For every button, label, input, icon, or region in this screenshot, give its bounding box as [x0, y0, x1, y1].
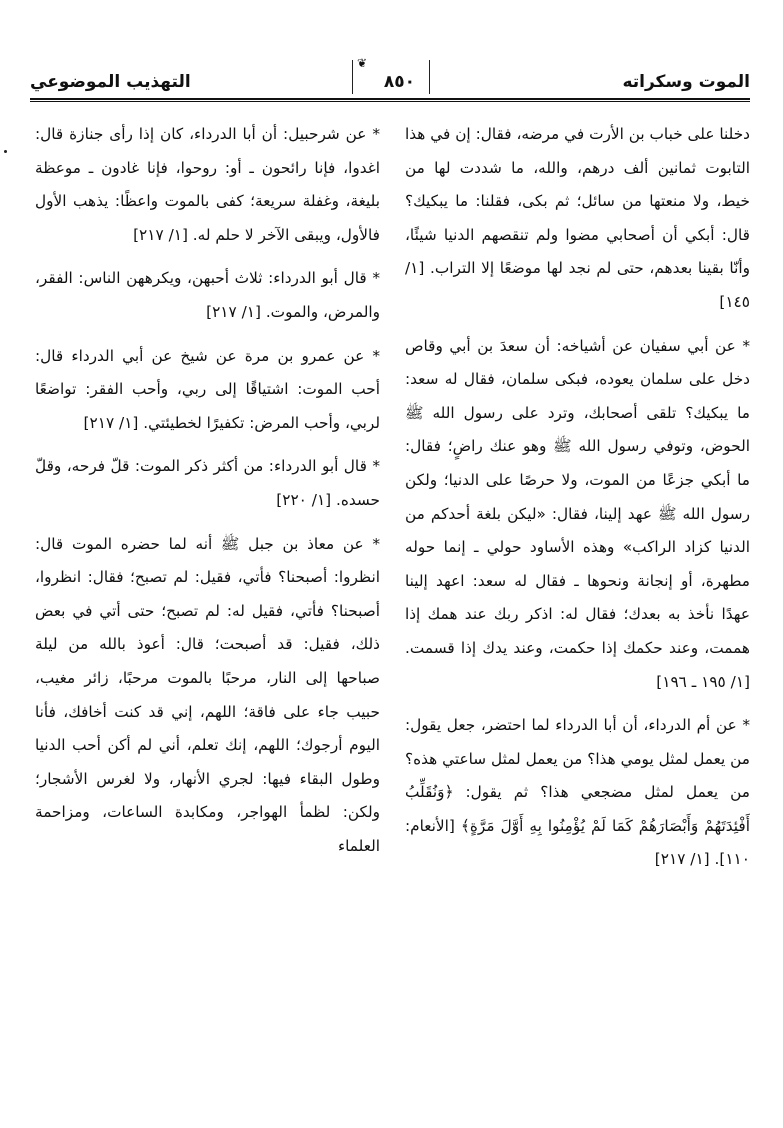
header-rule [30, 98, 750, 100]
ornament-icon: ❦ [357, 56, 368, 70]
paragraph: دخلنا على خباب بن الأرت في مرضه، فقال: إن في هذا التابوت ثمانين ألف درهم، والله، ما شددت لها من خيط، ولا منعتها من سائل؛ ثم بكى، فقلنا: ما يبكيك؟ قال: أبكي أن أصحابي مضوا ولم تنقصهم الدنيا شيئًا، وأنّا بقينا بعدهم، حتى لم نجد لها موضعًا إلا التراب. [١/ ١٤٥] [405, 125, 750, 311]
paragraph: * قال أبو الدرداء: من أكثر ذكر الموت: قلّ فرحه، وقلّ حسده. [١/ ٢٢٠] [35, 457, 380, 509]
paragraph: * عن معاذ بن جبل ﷺ أنه لما حضره الموت قال: انظروا: أصبحنا؟ فأتي، فقيل: لم تصبح؛ فقال: انظروا، أصبحنا؟ فأتي، فقيل له: لم تصبح؛ حتى أتي في بعض ذلك، فقيل: قد أصبحت؛ قال: أعوذ بالله من ليلة صباحها إلى النار، مرحبًا بالموت مرحبًا، زائر مغيب، حبيب جاء على فاقة؛ اللهم، إني قد كنت أخافك، فأنا اليوم أرجوك؛ اللهم، إنك تعلم، أني لم أكن أحب الدنيا وطول البقاء فيها: لجري الأنهار، ولا لغرس الأشجار؛ ولكن: لظمأ الهواجر، ومكابدة الساعات، ومزاحمة العلماء [35, 534, 380, 855]
paragraph: * قال أبو الدرداء: ثلاث أحبهن، ويكرههن الناس: الفقر، والمرض، والموت. [١/ ٢١٧] [35, 269, 380, 321]
margin-mark [4, 150, 7, 153]
right-column [405, 118, 750, 887]
paragraph: * عن عمرو بن مرة عن شيخ عن أبي الدرداء قال: أحب الموت: اشتياقًا إلى ربي، وأحب الفقر: تواضعًا لربي، وأحب المرض: تكفيرًا لخطيئتي. [١/ ٢١٧] [35, 346, 380, 432]
page-number-box [352, 56, 430, 94]
header-rule-thin [30, 101, 750, 102]
page-header [30, 58, 750, 98]
book-title: التهذيب الموضوعي [30, 72, 191, 92]
left-column [35, 118, 380, 873]
paragraph: * عن شرحبيل: أن أبا الدرداء، كان إذا رأى جنازة قال: اغدوا، فإنا رائحون ـ أو: روحوا، فإنا غادون ـ موعظة بليغة، وغفلة سريعة؛ كفى بالموت واعظًا: يذهب الأول فالأول، ويبقى الآخر لا حلم له. [١/ ٢١٧] [35, 125, 380, 244]
paragraph: * عن أبي سفيان عن أشياخه: أن سعدَ بن أبي وقاص دخل على سلمان يعوده، فبكى سلمان، فقال له سعد: ما يبكيك؟ تلقى أصحابك، وترد على رسول الله ﷺ الحوض، وتوفي رسول الله ﷺ وهو عنك راضٍ؛ فقال: ما أبكي جزعًا من الموت، ولا حرصًا على الدنيا؛ ولكن رسول الله ﷺ عهد إلينا، فقال: «ليكن بلغة أحدكم من الدنيا كزاد الراكب» وهذه الأساود حولي ـ إنما حوله مطهرة، أو إنجانة ونحوها ـ فقال له سعد: اعهد إلينا عهدًا نأخذ به بعدك؛ فقال له: اذكر ربك عند همك إذا هممت، وعند حكمك إذا حكمت، وعند يدك إذا قسمت. [١/ ١٩٥ ـ ١٩٦] [405, 336, 750, 691]
paragraph: * عن أم الدرداء، أن أبا الدرداء لما احتضر، جعل يقول: من يعمل لمثل يومي هذا؟ من يعمل لمثل ساعتي هذه؟ من يعمل لمثل مضجعي هذا؟ ثم يقول: ﴿وَنُقَلِّبُ أَفْئِدَتَهُمْ وَأَبْصَارَهُمْ كَمَا لَمْ يُؤْمِنُوا بِهِ أَوَّلَ مَرَّةٍ﴾ [الأنعام: ١١٠]. [١/ ٢١٧] [405, 716, 750, 869]
page-number: ٨٥٠ [383, 72, 415, 92]
section-title: الموت وسكراته [622, 72, 750, 92]
